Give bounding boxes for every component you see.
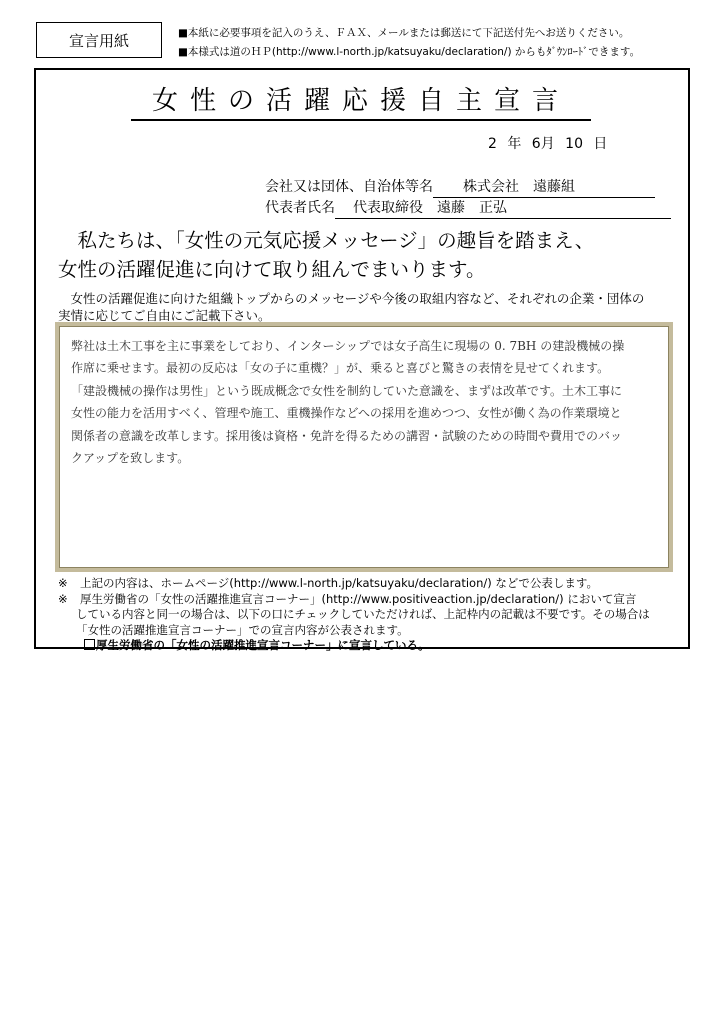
organization-row [265,176,655,198]
message-line-6: クアップを致します。 [71,451,190,466]
top-note-2: ■本様式は道のＨＰ(http://www.l-north.jp/katsuyaku/declaration/) からもﾀﾞｳﾝﾛｰﾄﾞできます。 [178,46,641,58]
checkbox-row [58,638,650,654]
declaration-line-1: 私たちは、「女性の元気応援メッセージ」の趣旨を踏まえ、 [58,229,595,252]
message-line-5: 関係者の意識を改革します。採用後は資格・免許を得るための講習・試験のための時間や費用でのバッ [71,428,623,443]
note-mark: ※ [58,591,68,606]
message-line-2: 作席に乗せます。最初の反応は「女の子に重機？」が、乗ると喜びと驚きの表情を見せてくれます。 [71,361,610,376]
footnote-2-line-3: 「女性の活躍推進宣言コーナー」での宣言内容が公表されます。 [76,622,409,637]
message-box[interactable] [55,322,673,572]
representative-row [265,197,671,219]
declaration-statement [58,226,594,284]
declaration-line-2: 女性の活躍促進に向けて取り組んでまいります。 [58,258,486,281]
organization-label: 会社又は団体、自治体等名 [265,179,433,195]
representative-field[interactable] [335,197,671,219]
form-label: 宣言用紙 [36,22,162,58]
instruction-line-2: 実情に応じてご自由にご記載下さい。 [58,308,271,323]
footnote-2-line-2: している内容と同一の場合は、以下の口にチェックしていただければ、上記枠内の記載は不要です。その場合は [76,607,650,621]
organization-value: 株式会社 遠藤組 [463,179,575,195]
footnote-2 [58,592,650,608]
top-note-1: ■本紙に必要事項を記入のうえ、ＦＡＸ、メールまたは郵送にて下記送付先へお送りください。 [178,27,630,39]
footnotes [58,576,650,654]
footnote-1 [58,576,650,592]
footnote-2-line-1: 厚生労働省の「女性の活躍推進宣言コーナー」(http://www.positiveaction.jp/declaration/) において宣言 [80,591,637,606]
instruction-line-1: 女性の活躍促進に向けた組織トップからのメッセージや今後の取組内容など、それぞれの企業・団体の [58,291,645,306]
note-mark: ※ [58,576,68,590]
instruction-text [58,290,644,324]
page-title: 女性の活躍応援自主宣言 [131,80,591,121]
declaration-date[interactable]: 2 年 6月 10 日 [488,136,608,152]
message-line-4: 女性の能力を活用すべく、管理や施工、重機操作などへの採用を進めつつ、女性が働く為の作業環境と [71,406,622,421]
message-line-1: 弊社は土木工事を主に事業をしており、インターシップでは女子高生に現場の 0. 7BH の建設機械の操 [71,339,625,353]
organization-field[interactable] [433,176,655,198]
representative-label: 代表者氏名 [265,200,335,216]
footnote-1-text: 上記の内容は、ホームページ(http://www.l-north.jp/katsuyaku/declaration/) などで公表します。 [80,576,598,590]
message-line-3: 「建設機械の操作は男性」という既成概念で女性を制約していた意識を、まずは改革です。土木工事に [71,383,623,398]
top-notes [178,24,640,62]
checkbox-label: 厚生労働省の「女性の活躍推進宣言コーナー」に宣言している。 [96,638,430,652]
mhlw-declaration-checkbox[interactable] [84,639,95,650]
representative-value: 代表取締役 遠藤 正弘 [353,200,507,216]
